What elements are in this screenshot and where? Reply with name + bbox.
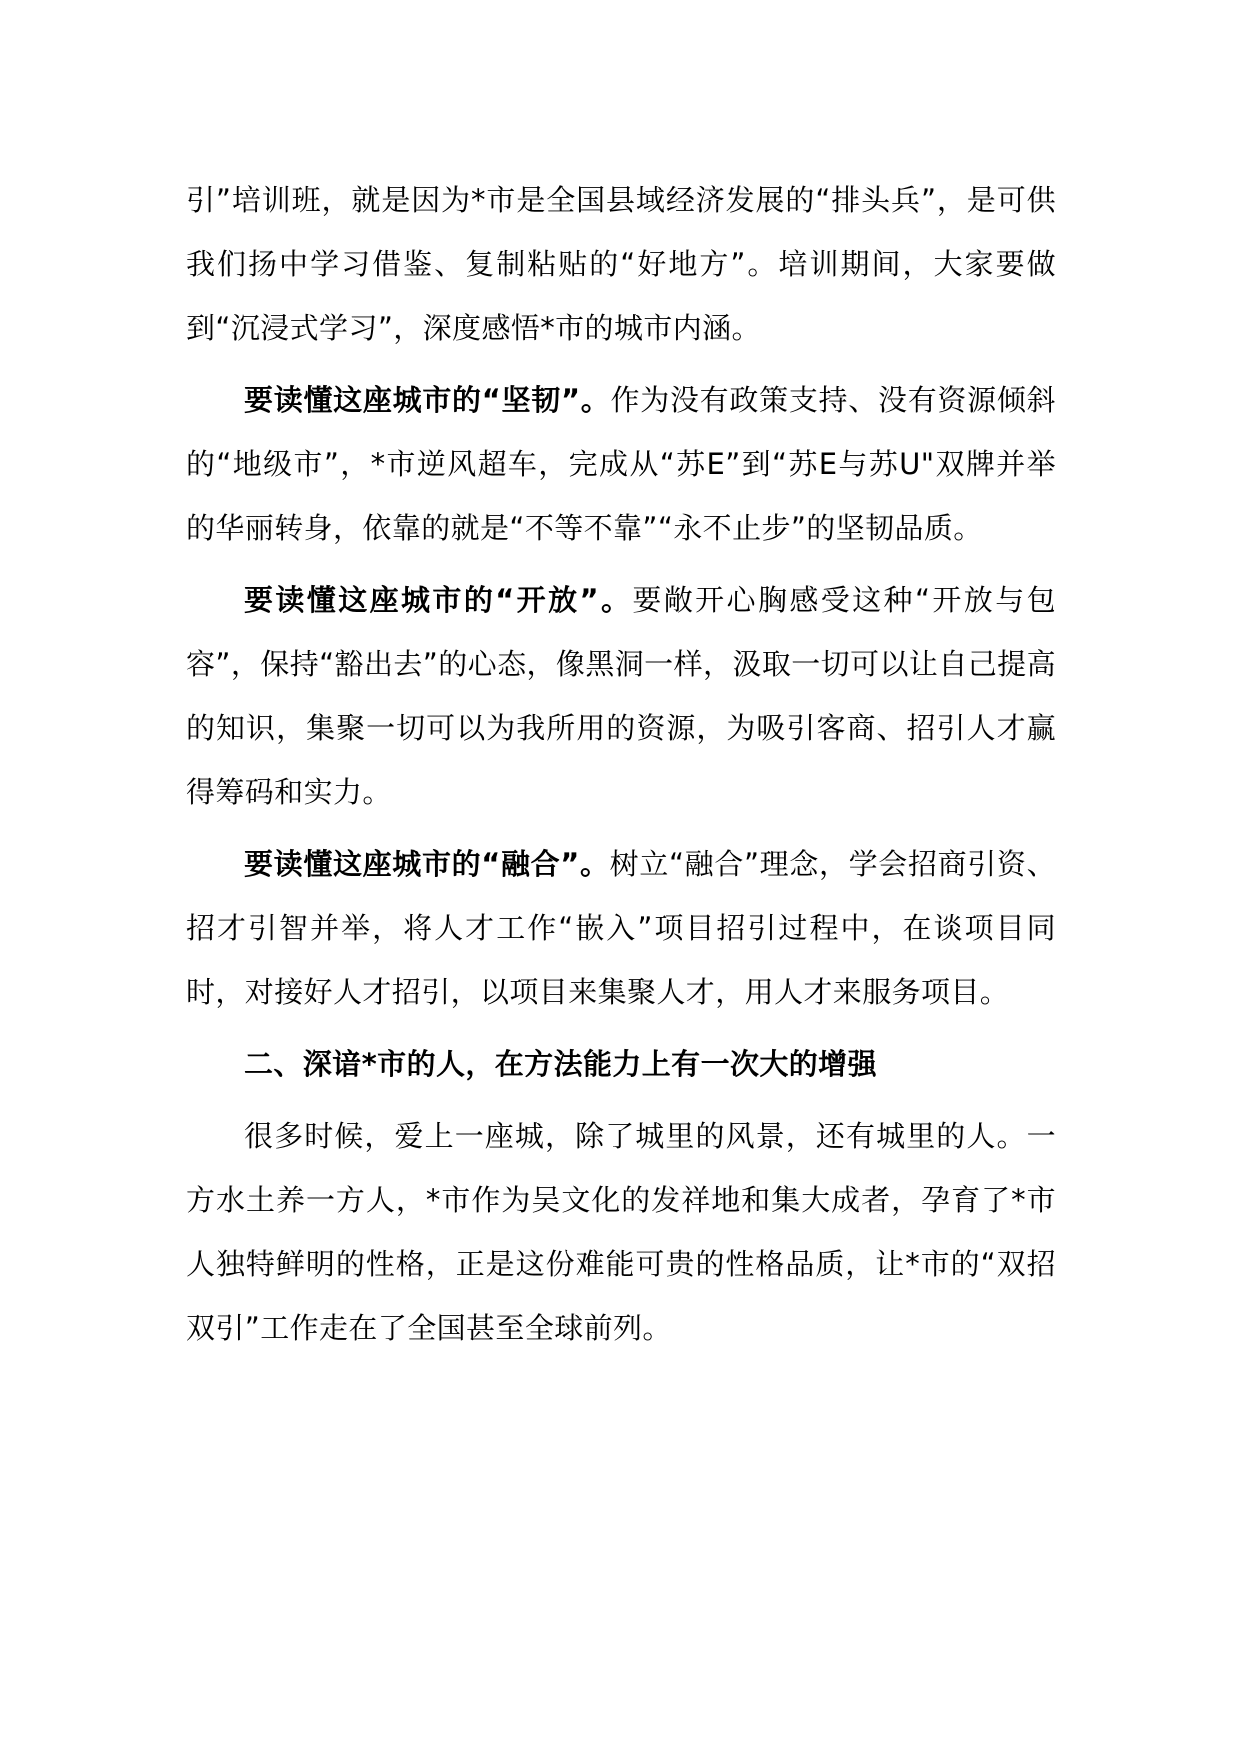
paragraph-text: 作为没有政策支持、没有资源倾斜的“地级市”，*市逆风超车，完成从“苏E”到“苏E与苏U"双牌并举的华丽转身，依靠的就是“不等不靠”“永不止步”的坚韧品质。 <box>186 383 1056 545</box>
paragraph-lead: 要读懂这座城市的“坚韧”。 <box>244 383 611 417</box>
document-page <box>186 168 1056 1360</box>
section-heading: 二、深谙*市的人，在方法能力上有一次大的增强 <box>244 1047 877 1081</box>
paragraph-text: 引”培训班，就是因为*市是全国县域经济发展的“排头兵”，是可供我们扬中学习借鉴、复制粘贴的“好地方”。培训期间，大家要做到“沉浸式学习”，深度感悟*市的城市内涵。 <box>186 183 1056 345</box>
paragraph-text: 很多时候，爱上一座城，除了城里的风景，还有城里的人。一方水土养一方人，*市作为吴文化的发祥地和集大成者，孕育了*市人独特鲜明的性格，正是这份难能可贵的性格品质，让*市的“双招双引”工作走在了全国甚至全球前列。 <box>186 1119 1056 1345</box>
paragraph-resilience <box>186 368 1056 560</box>
paragraph-integration <box>186 832 1056 1024</box>
paragraph-lead: 要读懂这座城市的“开放”。 <box>244 583 633 617</box>
paragraph-text: 要敞开心胸感受这种“开放与包容”，保持“豁出去”的心态，像黑洞一样，汲取一切可以让自己提高的知识，集聚一切可以为我所用的资源，为吸引客商、招引人才赢得筹码和实力。 <box>186 583 1056 809</box>
paragraph-openness <box>186 568 1056 824</box>
paragraph-text: 树立“融合”理念，学会招商引资、招才引智并举，将人才工作“嵌入”项目招引过程中，在谈项目同时，对接好人才招引，以项目来集聚人才，用人才来服务项目。 <box>186 847 1056 1009</box>
paragraph-people <box>186 1104 1056 1360</box>
paragraph-lead: 要读懂这座城市的“融合”。 <box>244 847 610 881</box>
paragraph-continued <box>186 168 1056 360</box>
